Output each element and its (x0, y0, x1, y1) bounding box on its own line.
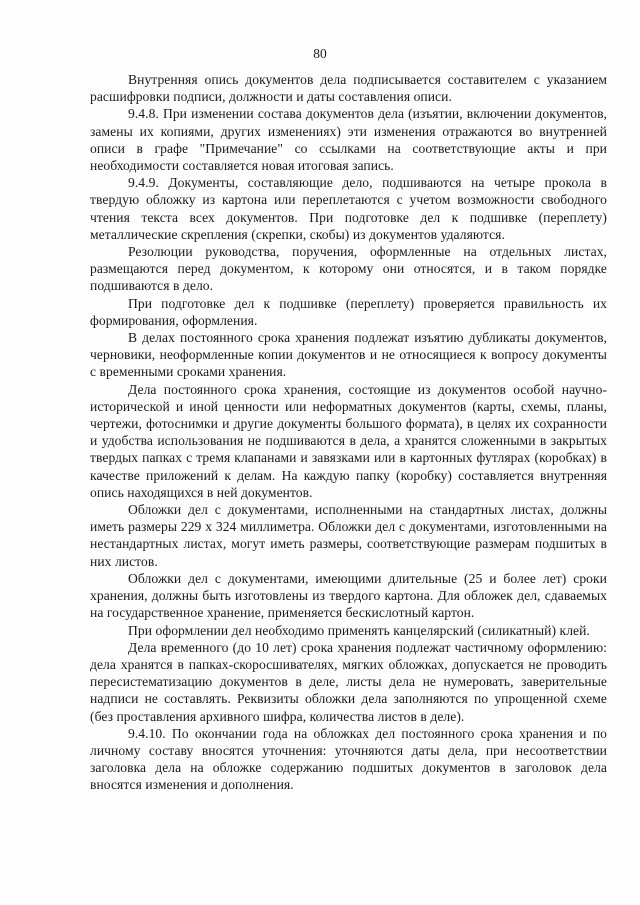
paragraph-9-4-10: 9.4.10. По окончании года на обложках дел постоянного срока хранения и по личному составу вносятся уточнения: уточняются даты дела, при несоответствии заголовка дела на обложке содержанию подшитых документов в заголовок дела вносятся изменения и дополнения. (90, 725, 607, 793)
paragraph-resolutions: Резолюции руководства, поручения, оформленные на отдельных листах, размещаются перед документом, к которому они относятся, и в таком порядке подшиваются в дело. (90, 244, 607, 294)
paragraph-cover-material: Обложки дел с документами, имеющими длительные (25 и более лет) сроки хранения, должны быть изготовлены из твердого картона. Для обложек дел, сдаваемых на государственное хранение, применяется бескислотный картон. (90, 570, 607, 621)
paragraph-nonstandard-documents: Дела постоянного срока хранения, состоящие из документов особой научно-исторической и иной ценности или неформатных документов (карты, схемы, планы, чертежи, фотоснимки и другие документы большого формата), в целях их сохранности и удобства использования не подшиваются в дела, а хранятся сложенными в закрытых твердых папках с тремя клапанами и завязками или в картонных футлярах (коробках) в качестве приложений к делам. На каждую папку (коробку) составляется внутренняя опись находящихся в ней документов. (90, 381, 607, 500)
paragraph-glue: При оформлении дел необходимо применять канцелярский (силикатный) клей. (128, 622, 590, 638)
paragraph-9-4-8: 9.4.8. При изменении состава документов дела (изъятии, включении документов, замены их копиями, других изменениях) эти изменения отражаются во внутренней описи в графе "Примечание" со ссылками на соответствующие акты и при необходимости составляется новая итоговая запись. (90, 106, 607, 174)
paragraph-duplicates-removal: В делах постоянного срока хранения подлежат изъятию дубликаты документов, черновики, неоформленные копии документов и не относящиеся к вопросу документы с временными сроками хранения. (90, 330, 607, 380)
paragraph-cover-sizes: Обложки дел с документами, исполненными на стандартных листах, должны иметь размеры 229 х 324 миллиметра. Обложки дел с документами, изготовленными на нестандартных листах, могут иметь размеры, соответствующие размерам подшитых в них листов. (90, 502, 607, 569)
paragraph-binding-check: При подготовке дел к подшивке (переплету) проверяется правильность их формирования, оформления. (90, 295, 607, 328)
document-body (90, 71, 607, 794)
paragraph-inventory-signature: Внутренняя опись документов дела подписывается составителем с указанием расшифровки подписи, должности и даты составления описи. (90, 72, 607, 105)
page-number: 80 (313, 46, 327, 61)
paragraph-temporary-files: Дела временного (до 10 лет) срока хранения подлежат частичному оформлению: дела хранятся в папках-скоросшивателях, мягких обложках, допускается не проводить пересистематизацию документов в деле, листы дела не нумеровать, заверительные надписи не составлять. Реквизиты обложки дела заполняются по упрощенной схеме (без проставления архивного шифра, количества листов в деле). (90, 639, 607, 724)
paragraph-9-4-9: 9.4.9. Документы, составляющие дело, подшиваются на четыре прокола в твердую обложку из картона или переплетаются с учетом возможности свободного чтения текста всех документов. При подготовке дел к подшивке (переплету) металлические скрепления (скрепки, скобы) из документов удаляются. (90, 175, 607, 242)
